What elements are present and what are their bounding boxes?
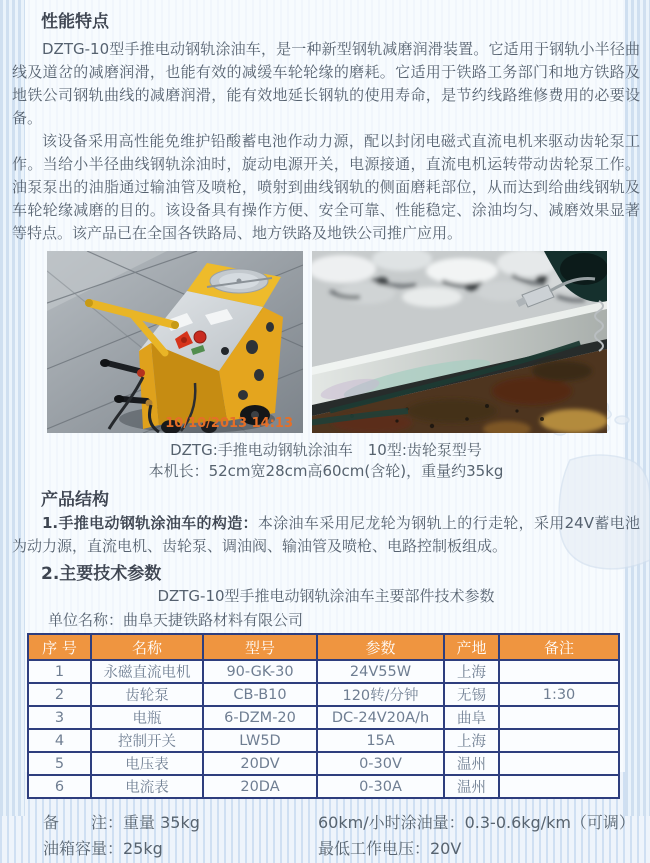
table-cell: 24V55W	[317, 660, 444, 683]
table-cell: 3	[28, 706, 91, 729]
table-cell: 0-30V	[317, 752, 444, 775]
note-oil-rate: 60km/小时涂油量：0.3-0.6kg/km（可调）	[318, 813, 635, 832]
table-cell: 20DA	[203, 775, 317, 798]
table-cell: 0-30A	[317, 775, 444, 798]
table-cell: 永磁直流电机	[91, 660, 203, 683]
col-header-name: 名称	[91, 634, 203, 660]
performance-paragraph-1: DZTG-10型手推电动钢轨涂油车，是一种新型钢轨减磨润滑装置。它适用于钢轨小半径曲线及道岔的减磨润滑，也能有效的减缓车轮轮缘的磨耗。它适用于铁路工务部门和地方铁路及地铁公司钢轨曲线的减磨润滑，能有效地延长钢轨的使用寿命，是节约线路维修费用的必要设备。	[12, 40, 640, 127]
table-cell: 电流表	[91, 775, 203, 798]
performance-heading: 性能特点	[41, 12, 109, 32]
table-cell: CB-B10	[203, 683, 317, 706]
table-cell: 20DV	[203, 752, 317, 775]
table-cell: 90-GK-30	[203, 660, 317, 683]
col-header-model: 型号	[203, 634, 317, 660]
col-header-remark: 备注	[499, 634, 619, 660]
table-row	[28, 683, 619, 706]
table-cell: 5	[28, 752, 91, 775]
structure-item-1-label: 1.手推电动钢轨涂油车的构造：	[42, 514, 258, 532]
table-cell: LW5D	[203, 729, 317, 752]
table-cell: 1	[28, 660, 91, 683]
table-cell: 6-DZM-20	[203, 706, 317, 729]
col-header-spec: 参数	[317, 634, 444, 660]
company-name: 单位名称：曲阜天捷铁路材料有限公司	[48, 611, 304, 629]
table-cell: 上海	[444, 729, 499, 752]
table-row	[28, 752, 619, 775]
photo-caption-line-2: 本机长：52cm宽28cm高60cm(含轮)，重量约35kg	[148, 462, 504, 480]
table-cell	[499, 752, 619, 775]
spec-table-title: DZTG-10型手推电动钢轨涂油车主要部件技术参数	[157, 587, 495, 605]
table-cell: 1:30	[499, 683, 619, 706]
table-cell: 电压表	[91, 752, 203, 775]
table-row	[28, 775, 619, 798]
table-cell: 齿轮泵	[91, 683, 203, 706]
structure-item-1-text: 本涂油车采用尼龙轮为钢轨上的行走轮，采用24V蓄电池为动力源，直流电机、齿轮泵、调油阀、输油管及喷枪、电路控制板组成。	[12, 514, 640, 555]
table-cell: DC-24V20A/h	[317, 706, 444, 729]
table-row	[28, 706, 619, 729]
photo-rail-spray	[312, 251, 607, 433]
col-header-index: 序 号	[28, 634, 91, 660]
table-cell: 上海	[444, 660, 499, 683]
spec-table-header-row	[28, 634, 619, 660]
table-cell: 温州	[444, 775, 499, 798]
photo-row	[47, 251, 640, 433]
note-min-voltage: 最低工作电压：20V	[318, 839, 462, 858]
performance-paragraph-2: 该设备采用高性能免维护铅酸蓄电池作动力源，配以封闭电磁式直流电机来驱动齿轮泵工作。当给小半径曲线钢轨涂油时，旋动电源开关，电源接通，直流电机运转带动齿轮泵工作。油泵泵出的油脂通过输油管及喷枪，喷射到曲线钢轨的侧面磨耗部位，从而达到给曲线钢轨及车轮轮缘减磨的目的。该设备具有操作方便、安全可靠、性能稳定、涂油均匀、减磨效果显著等特点。该产品已在全国各铁路局、地方铁路及地铁公司推广应用。	[12, 132, 640, 242]
table-cell: 2	[28, 683, 91, 706]
table-cell	[499, 706, 619, 729]
photo-timestamp: 10/10/2013 14:13	[165, 416, 293, 431]
table-cell: 电瓶	[91, 706, 203, 729]
note-weight: 备 注：重量 35kg	[43, 813, 200, 832]
table-row	[28, 729, 619, 752]
footnotes	[43, 811, 640, 863]
structure-item-1	[12, 512, 640, 558]
table-cell: 15A	[317, 729, 444, 752]
table-row	[28, 660, 619, 683]
table-cell: 控制开关	[91, 729, 203, 752]
table-cell: 120转/分钟	[317, 683, 444, 706]
table-cell: 6	[28, 775, 91, 798]
params-heading: 2.主要技术参数	[41, 564, 162, 584]
note-tank-capacity: 油箱容量：25kg	[43, 839, 163, 858]
table-cell	[499, 729, 619, 752]
table-cell: 4	[28, 729, 91, 752]
photo-oiling-machine	[47, 251, 303, 433]
col-header-origin: 产地	[444, 634, 499, 660]
table-cell: 曲阜	[444, 706, 499, 729]
table-cell	[499, 775, 619, 798]
table-cell: 温州	[444, 752, 499, 775]
table-cell	[499, 660, 619, 683]
spec-table	[27, 633, 620, 799]
photo-caption-line-1: DZTG:手推电动钢轨涂油车 10型:齿轮泵型号	[170, 441, 482, 459]
table-cell: 无锡	[444, 683, 499, 706]
structure-heading: 产品结构	[41, 490, 109, 510]
